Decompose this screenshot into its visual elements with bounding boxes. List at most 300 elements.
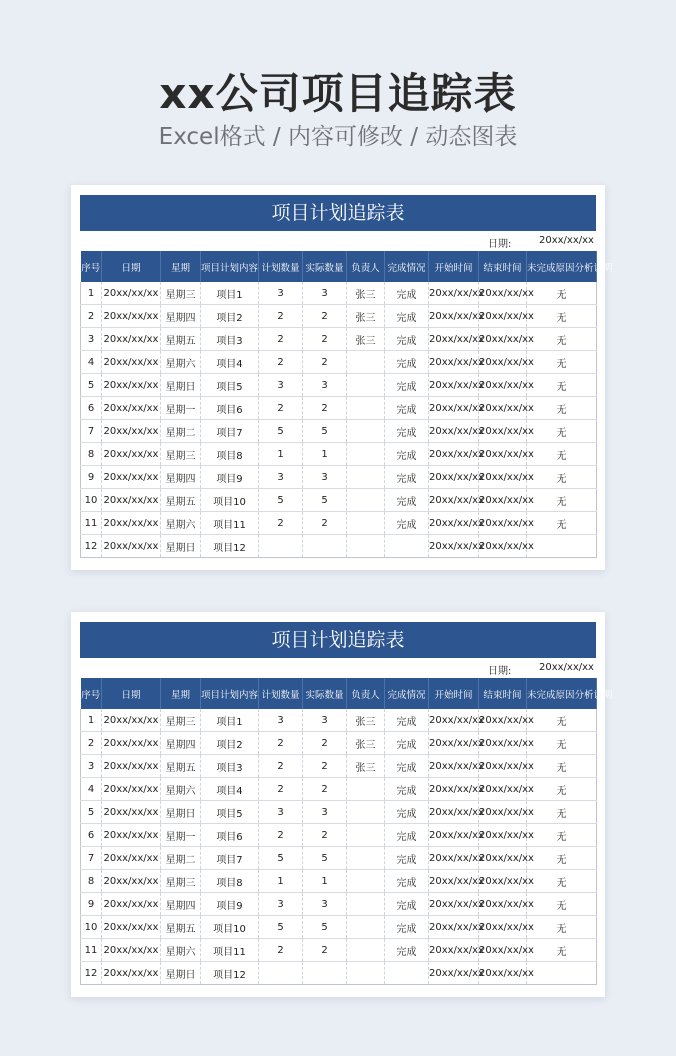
table-cell: 项目12	[201, 535, 259, 558]
table-cell: 20xx/xx/xx	[429, 893, 479, 916]
table-cell: 完成	[385, 939, 429, 962]
table-cell: 9	[81, 893, 102, 916]
table-cell: 项目2	[201, 305, 259, 328]
table-cell: 20xx/xx/xx	[429, 801, 479, 824]
table-cell: 20xx/xx/xx	[429, 512, 479, 535]
table-cell: 20xx/xx/xx	[429, 535, 479, 558]
table-row	[81, 420, 597, 443]
table-cell: 1	[303, 870, 347, 893]
table-cell: 张三	[347, 732, 385, 755]
table-cell: 项目7	[201, 420, 259, 443]
table-cell: 星期日	[161, 801, 201, 824]
table-cell: 项目8	[201, 443, 259, 466]
table-cell: 20xx/xx/xx	[102, 778, 161, 801]
table-cell: 完成	[385, 778, 429, 801]
table-cell: 无	[527, 282, 597, 305]
table-cell: 20xx/xx/xx	[429, 397, 479, 420]
table-cell: 20xx/xx/xx	[479, 962, 527, 985]
table-cell: 项目8	[201, 870, 259, 893]
column-header: 开始时间	[429, 678, 479, 709]
table-cell: 20xx/xx/xx	[479, 420, 527, 443]
table-cell: 20xx/xx/xx	[102, 870, 161, 893]
table-cell	[347, 466, 385, 489]
table-cell: 2	[259, 328, 303, 351]
column-header: 结束时间	[479, 251, 527, 282]
table-cell: 1	[81, 709, 102, 732]
table-cell: 20xx/xx/xx	[102, 847, 161, 870]
table-row	[81, 709, 597, 732]
table-cell: 星期一	[161, 397, 201, 420]
table-cell: 20xx/xx/xx	[429, 778, 479, 801]
table-cell: 2	[303, 305, 347, 328]
table-cell: 项目1	[201, 709, 259, 732]
table-cell: 完成	[385, 397, 429, 420]
table-cell: 星期四	[161, 466, 201, 489]
table-cell	[347, 420, 385, 443]
table-cell: 星期五	[161, 328, 201, 351]
table-cell: 张三	[347, 305, 385, 328]
table-cell: 5	[259, 916, 303, 939]
table-cell: 20xx/xx/xx	[102, 824, 161, 847]
table-cell: 2	[303, 351, 347, 374]
table-cell: 20xx/xx/xx	[479, 755, 527, 778]
table-row	[81, 870, 597, 893]
table-cell: 2	[259, 397, 303, 420]
table-cell: 20xx/xx/xx	[479, 939, 527, 962]
table-cell: 4	[81, 351, 102, 374]
table-cell: 2	[259, 755, 303, 778]
table-cell	[527, 962, 597, 985]
column-header: 项目计划内容	[201, 251, 259, 282]
table-cell: 星期三	[161, 443, 201, 466]
table-cell	[347, 847, 385, 870]
table-cell: 3	[303, 709, 347, 732]
table-cell: 20xx/xx/xx	[479, 916, 527, 939]
table-cell: 项目12	[201, 962, 259, 985]
table-cell: 20xx/xx/xx	[479, 732, 527, 755]
table-cell: 20xx/xx/xx	[429, 939, 479, 962]
table-cell: 5	[303, 916, 347, 939]
table-cell	[347, 824, 385, 847]
table-cell: 9	[81, 466, 102, 489]
date-label: 日期:	[488, 239, 512, 250]
table-cell: 5	[259, 420, 303, 443]
table-cell: 项目6	[201, 824, 259, 847]
table-cell: 20xx/xx/xx	[429, 282, 479, 305]
sheet-banner: 项目计划追踪表	[80, 622, 596, 658]
table-cell: 20xx/xx/xx	[479, 535, 527, 558]
table-cell	[303, 535, 347, 558]
table-cell: 2	[259, 939, 303, 962]
table-cell: 20xx/xx/xx	[479, 397, 527, 420]
column-header: 序号	[81, 678, 102, 709]
page-title: xx公司项目追踪表	[159, 69, 517, 118]
table-cell: 项目9	[201, 466, 259, 489]
page-subtitle: Excel格式 / 内容可修改 / 动态图表	[158, 124, 518, 150]
table-cell	[347, 778, 385, 801]
table-cell: 星期日	[161, 962, 201, 985]
table-cell: 项目11	[201, 512, 259, 535]
table-cell	[347, 962, 385, 985]
table-cell: 星期四	[161, 893, 201, 916]
table-cell: 2	[259, 351, 303, 374]
table-cell: 20xx/xx/xx	[429, 824, 479, 847]
table-row	[81, 824, 597, 847]
table-cell	[347, 535, 385, 558]
table-cell: 20xx/xx/xx	[102, 962, 161, 985]
table-cell: 2	[81, 732, 102, 755]
column-header: 序号	[81, 251, 102, 282]
table-cell: 完成	[385, 916, 429, 939]
table-cell: 20xx/xx/xx	[479, 512, 527, 535]
table-cell: 3	[259, 801, 303, 824]
table-cell: 星期日	[161, 374, 201, 397]
table-cell: 8	[81, 443, 102, 466]
table-row	[81, 466, 597, 489]
column-header: 结束时间	[479, 678, 527, 709]
table-cell	[527, 535, 597, 558]
table-cell: 完成	[385, 420, 429, 443]
table-row	[81, 374, 597, 397]
table-cell: 星期五	[161, 755, 201, 778]
table-cell: 无	[527, 778, 597, 801]
column-header: 日期	[102, 251, 161, 282]
table-cell: 张三	[347, 282, 385, 305]
table-cell	[259, 535, 303, 558]
table-cell: 星期三	[161, 282, 201, 305]
table-cell: 20xx/xx/xx	[102, 535, 161, 558]
table-cell: 无	[527, 512, 597, 535]
table-cell: 2	[259, 305, 303, 328]
table-cell: 1	[303, 443, 347, 466]
spreadsheet	[80, 622, 613, 985]
column-header: 负责人	[347, 251, 385, 282]
table-cell: 3	[303, 801, 347, 824]
table-cell: 10	[81, 916, 102, 939]
table-cell: 5	[303, 420, 347, 443]
table-cell: 12	[81, 962, 102, 985]
table-cell	[347, 893, 385, 916]
table-cell: 20xx/xx/xx	[479, 374, 527, 397]
sheet-preview-2	[71, 612, 613, 997]
table-row	[81, 282, 597, 305]
table-cell	[347, 801, 385, 824]
table-row	[81, 755, 597, 778]
table-cell	[347, 939, 385, 962]
table-cell: 20xx/xx/xx	[479, 824, 527, 847]
table-cell: 3	[303, 282, 347, 305]
table-cell: 20xx/xx/xx	[102, 420, 161, 443]
table-cell: 无	[527, 847, 597, 870]
table-cell: 完成	[385, 847, 429, 870]
table-row	[81, 397, 597, 420]
table-cell: 2	[303, 824, 347, 847]
table-row	[81, 801, 597, 824]
date-label: 日期:	[488, 666, 512, 677]
table-row	[81, 847, 597, 870]
table-cell: 20xx/xx/xx	[429, 755, 479, 778]
table-cell: 10	[81, 489, 102, 512]
table-cell: 星期三	[161, 709, 201, 732]
table-cell: 6	[81, 824, 102, 847]
table-cell	[347, 489, 385, 512]
table-cell: 2	[303, 939, 347, 962]
column-header: 计划数量	[259, 251, 303, 282]
table-cell	[303, 962, 347, 985]
table-cell: 20xx/xx/xx	[102, 328, 161, 351]
table-cell: 20xx/xx/xx	[479, 305, 527, 328]
table-cell: 无	[527, 755, 597, 778]
table-cell: 项目3	[201, 755, 259, 778]
table-cell: 无	[527, 893, 597, 916]
table-cell: 1	[259, 443, 303, 466]
table-cell: 2	[303, 397, 347, 420]
table-cell: 无	[527, 709, 597, 732]
table-cell: 20xx/xx/xx	[102, 374, 161, 397]
table-cell: 完成	[385, 466, 429, 489]
table-cell: 3	[259, 374, 303, 397]
column-header: 星期	[161, 678, 201, 709]
table-cell	[347, 374, 385, 397]
table-cell: 20xx/xx/xx	[102, 443, 161, 466]
spreadsheet	[80, 195, 613, 558]
table-cell: 星期四	[161, 305, 201, 328]
table-cell: 星期六	[161, 778, 201, 801]
table-cell: 无	[527, 420, 597, 443]
table-cell: 20xx/xx/xx	[102, 755, 161, 778]
table-cell: 20xx/xx/xx	[102, 282, 161, 305]
table-cell: 无	[527, 305, 597, 328]
table-cell: 20xx/xx/xx	[102, 939, 161, 962]
table-cell: 项目2	[201, 732, 259, 755]
table-cell: 5	[259, 847, 303, 870]
table-cell: 20xx/xx/xx	[102, 732, 161, 755]
table-cell: 20xx/xx/xx	[429, 847, 479, 870]
tracking-table	[80, 251, 613, 558]
table-cell: 20xx/xx/xx	[479, 847, 527, 870]
table-cell: 无	[527, 489, 597, 512]
table-cell: 无	[527, 916, 597, 939]
table-row	[81, 778, 597, 801]
table-cell: 20xx/xx/xx	[429, 305, 479, 328]
table-cell: 项目10	[201, 489, 259, 512]
column-header: 实际数量	[303, 251, 347, 282]
table-cell: 项目5	[201, 801, 259, 824]
table-cell: 星期六	[161, 939, 201, 962]
table-row	[81, 351, 597, 374]
table-cell: 20xx/xx/xx	[479, 709, 527, 732]
table-cell: 完成	[385, 282, 429, 305]
table-cell	[347, 870, 385, 893]
column-header: 项目计划内容	[201, 678, 259, 709]
table-cell: 项目5	[201, 374, 259, 397]
table-row	[81, 443, 597, 466]
table-row	[81, 939, 597, 962]
tracking-table	[80, 678, 613, 985]
table-cell: 项目10	[201, 916, 259, 939]
table-cell: 星期四	[161, 732, 201, 755]
table-cell: 完成	[385, 328, 429, 351]
table-cell: 6	[81, 397, 102, 420]
table-cell: 20xx/xx/xx	[102, 893, 161, 916]
table-row	[81, 512, 597, 535]
table-cell: 项目11	[201, 939, 259, 962]
table-cell: 20xx/xx/xx	[479, 893, 527, 916]
table-cell: 3	[303, 374, 347, 397]
table-cell: 星期六	[161, 512, 201, 535]
table-cell: 张三	[347, 709, 385, 732]
table-cell: 项目3	[201, 328, 259, 351]
column-header: 未完成原因分析说明	[527, 678, 597, 709]
table-cell: 3	[303, 466, 347, 489]
table-row	[81, 916, 597, 939]
table-cell: 20xx/xx/xx	[102, 466, 161, 489]
table-cell: 7	[81, 420, 102, 443]
table-cell: 无	[527, 939, 597, 962]
table-cell: 20xx/xx/xx	[102, 305, 161, 328]
table-cell: 无	[527, 732, 597, 755]
sheet-preview-1	[71, 185, 613, 570]
table-cell: 星期五	[161, 916, 201, 939]
table-cell: 完成	[385, 732, 429, 755]
table-cell: 20xx/xx/xx	[479, 778, 527, 801]
table-cell: 1	[81, 282, 102, 305]
table-cell: 2	[259, 512, 303, 535]
date-row	[80, 231, 596, 251]
date-value: 20xx/xx/xx	[539, 662, 594, 673]
date-row	[80, 658, 596, 678]
table-cell	[347, 351, 385, 374]
table-cell: 星期二	[161, 420, 201, 443]
table-cell: 项目6	[201, 397, 259, 420]
table-cell: 完成	[385, 755, 429, 778]
table-cell: 无	[527, 374, 597, 397]
table-row	[81, 535, 597, 558]
table-cell: 20xx/xx/xx	[429, 351, 479, 374]
table-cell: 20xx/xx/xx	[429, 916, 479, 939]
table-cell: 20xx/xx/xx	[102, 512, 161, 535]
column-header: 完成情况	[385, 251, 429, 282]
column-header: 计划数量	[259, 678, 303, 709]
table-cell: 5	[81, 374, 102, 397]
table-cell: 无	[527, 801, 597, 824]
table-cell	[347, 916, 385, 939]
table-cell: 星期一	[161, 824, 201, 847]
table-row	[81, 328, 597, 351]
table-cell: 2	[303, 755, 347, 778]
table-cell: 无	[527, 466, 597, 489]
table-cell: 无	[527, 351, 597, 374]
table-cell: 星期五	[161, 489, 201, 512]
column-header: 星期	[161, 251, 201, 282]
table-cell	[347, 397, 385, 420]
table-cell: 20xx/xx/xx	[479, 489, 527, 512]
table-cell: 星期二	[161, 847, 201, 870]
table-cell: 3	[259, 466, 303, 489]
table-cell: 20xx/xx/xx	[479, 870, 527, 893]
table-cell: 完成	[385, 351, 429, 374]
table-cell: 张三	[347, 755, 385, 778]
sheet-banner: 项目计划追踪表	[80, 195, 596, 231]
table-cell: 无	[527, 824, 597, 847]
table-cell: 3	[303, 893, 347, 916]
table-cell: 3	[81, 328, 102, 351]
table-cell: 20xx/xx/xx	[429, 709, 479, 732]
table-row	[81, 305, 597, 328]
column-header: 日期	[102, 678, 161, 709]
table-cell: 20xx/xx/xx	[429, 466, 479, 489]
table-cell	[385, 535, 429, 558]
table-cell: 张三	[347, 328, 385, 351]
table-cell: 项目4	[201, 351, 259, 374]
table-cell: 完成	[385, 305, 429, 328]
table-cell: 20xx/xx/xx	[429, 489, 479, 512]
table-cell: 完成	[385, 893, 429, 916]
table-cell: 20xx/xx/xx	[102, 801, 161, 824]
table-cell: 20xx/xx/xx	[102, 351, 161, 374]
table-cell	[347, 443, 385, 466]
table-cell: 20xx/xx/xx	[479, 801, 527, 824]
table-cell: 3	[259, 282, 303, 305]
table-cell: 2	[303, 732, 347, 755]
table-cell: 项目9	[201, 893, 259, 916]
table-cell: 无	[527, 870, 597, 893]
table-cell: 11	[81, 512, 102, 535]
table-cell: 7	[81, 847, 102, 870]
column-header: 开始时间	[429, 251, 479, 282]
table-cell: 完成	[385, 512, 429, 535]
table-cell: 20xx/xx/xx	[102, 489, 161, 512]
table-cell: 5	[303, 847, 347, 870]
table-cell: 项目7	[201, 847, 259, 870]
column-header: 未完成原因分析说明	[527, 251, 597, 282]
column-header: 完成情况	[385, 678, 429, 709]
table-row	[81, 732, 597, 755]
table-cell: 20xx/xx/xx	[479, 328, 527, 351]
table-cell: 3	[81, 755, 102, 778]
table-cell: 1	[259, 870, 303, 893]
table-cell: 2	[303, 778, 347, 801]
table-cell	[347, 512, 385, 535]
table-cell: 2	[303, 512, 347, 535]
table-cell: 4	[81, 778, 102, 801]
table-cell: 3	[259, 709, 303, 732]
table-cell: 无	[527, 443, 597, 466]
table-cell: 完成	[385, 824, 429, 847]
table-cell: 完成	[385, 801, 429, 824]
table-cell: 完成	[385, 870, 429, 893]
table-cell: 无	[527, 328, 597, 351]
table-cell: 20xx/xx/xx	[102, 397, 161, 420]
table-cell: 20xx/xx/xx	[479, 466, 527, 489]
table-cell: 5	[259, 489, 303, 512]
table-row	[81, 893, 597, 916]
table-cell: 20xx/xx/xx	[102, 709, 161, 732]
table-cell: 项目1	[201, 282, 259, 305]
table-cell: 3	[259, 893, 303, 916]
column-header: 负责人	[347, 678, 385, 709]
table-cell: 8	[81, 870, 102, 893]
table-cell: 星期三	[161, 870, 201, 893]
table-cell: 5	[81, 801, 102, 824]
table-cell: 20xx/xx/xx	[429, 374, 479, 397]
table-cell: 2	[259, 732, 303, 755]
table-cell: 20xx/xx/xx	[429, 732, 479, 755]
table-cell: 20xx/xx/xx	[479, 351, 527, 374]
table-cell: 2	[303, 328, 347, 351]
table-cell: 2	[259, 824, 303, 847]
table-cell: 星期六	[161, 351, 201, 374]
